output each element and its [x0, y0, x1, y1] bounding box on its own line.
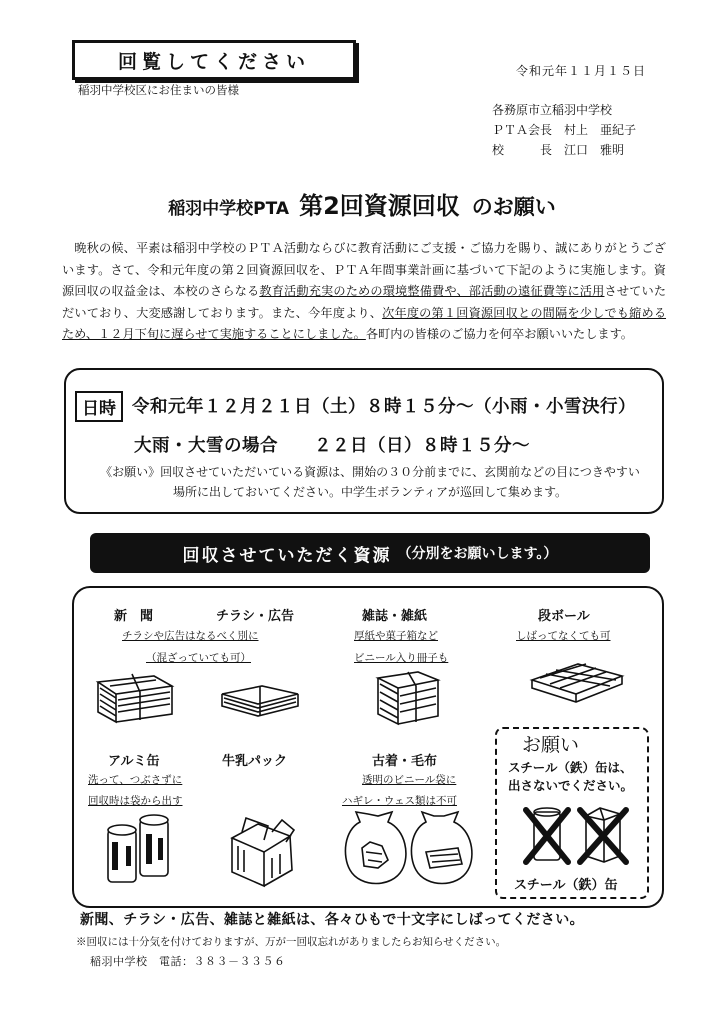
- clothes-note-2: ハギレ・ウェス類は不可: [342, 795, 457, 807]
- item-flyers-label: チラシ・広告: [216, 609, 295, 624]
- magazines-note-1: 厚紙や菓子箱など: [354, 630, 438, 642]
- magazines-bundle-icon: [372, 666, 444, 728]
- clothes-note-1: 透明のビニール袋に: [362, 774, 457, 786]
- intro-text-3: 各町内の皆様のご協力を何卒お願いいたします。: [365, 327, 633, 341]
- resources-banner: [90, 533, 650, 573]
- request-caption: スチール（鉄）缶: [514, 878, 618, 893]
- sender-school: 各務原市立稲羽中学校: [492, 103, 613, 117]
- sender-pta-chair: ＰＴＡ会長 村上 亜紀子: [492, 123, 637, 137]
- cardboard-note: しばってなくても可: [516, 630, 611, 642]
- intro-text-1: 晩秋の候、平素は稲羽中学校のＰＴＡ活動ならびに教育活動にご支援・ご協力を賜り、誠にありがとうございます。さて、令和元年度の第２回資源回収を、ＰＴＡ年間事業計画に基づいて下記のように実施します。資源回収の収益金は、本校のさらなる: [62, 241, 666, 298]
- intro-underline-1: 教育活動充実のための環境整備費や、部活動の遠征費等に活用: [259, 284, 605, 298]
- circulate-stamp: 回覧してください: [72, 40, 356, 80]
- milk-carton-icon: [224, 812, 300, 890]
- intro-paragraph: [62, 238, 666, 346]
- aluminum-note-2: 回収時は袋から出す: [88, 795, 183, 807]
- issue-date: 令和元年１１月１５日: [515, 64, 646, 78]
- schedule-note: 《お願い》回収させていただいている資源は、開始の３０分前までに、玄関前などの目につきやすい場所に出しておいてください。中学生ボランティアが巡回して集めます。: [100, 465, 640, 499]
- missed-pickup-note: ※回収には十分気を付けておりますが、万が一回収忘れがありましたらお知らせください。: [76, 936, 507, 948]
- newspaper-bundle-icon: [92, 668, 176, 726]
- flyers-note-2: （混ざっていても可）: [146, 652, 251, 664]
- magazines-note-2: ビニール入り冊子も: [354, 652, 449, 664]
- intro-underline-2: 次年度の第１回資源回収との間隔を少しでも縮めるため、１２月下旬に遅らせて実施することにしました。: [62, 305, 667, 341]
- item-aluminum-label: アルミ缶: [108, 754, 160, 769]
- item-clothes-label: 古着・毛布: [372, 754, 438, 769]
- sender-block: [492, 100, 636, 160]
- item-magazines-label: 雑誌・雑紙: [362, 609, 428, 624]
- flyers-bundle-icon: [218, 680, 302, 720]
- item-cardboard-label: 段ボール: [538, 609, 590, 624]
- page-title: [0, 186, 724, 221]
- request-line-1: スチール（鉄）缶は、: [508, 760, 633, 775]
- title-main: 第2回資源回収: [299, 192, 460, 220]
- item-newspaper-label: 新 聞: [114, 609, 154, 624]
- intro-text-2: させていただいており、大変感謝しております。また、今年度より、: [62, 284, 667, 320]
- title-suffix: のお願い: [471, 195, 556, 219]
- clothing-bags-icon: [338, 808, 480, 892]
- aluminum-note-1: 洗って、つぶさずに: [88, 774, 183, 786]
- item-milk-label: 牛乳パック: [222, 754, 288, 769]
- banner-main: 回収させていただく資源: [182, 545, 392, 566]
- aluminum-cans-icon: [104, 812, 180, 888]
- request-text: [508, 759, 633, 795]
- title-org: 稲羽中学校PTA: [168, 199, 290, 219]
- request-line-2: 出さないでください。: [508, 778, 634, 793]
- schedule-tag: 日時: [75, 391, 123, 422]
- steel-cans-crossed-icon: [520, 804, 632, 866]
- contact-line: 稲羽中学校 電話：３８３－３３５６: [90, 955, 286, 968]
- banner-sub: （分別をお願いします。）: [397, 546, 558, 562]
- schedule-primary: 令和元年１２月２１日（土）８時１５分～（小雨・小雪決行）: [132, 397, 636, 417]
- cardboard-bundle-icon: [526, 656, 626, 706]
- sender-principal: 校 長 江口 雅明: [492, 143, 625, 157]
- schedule-alternate: 大雨・大雪の場合 ２２日（日）８時１５分～: [134, 436, 530, 456]
- request-title: お願い: [522, 734, 580, 756]
- tying-instruction: 新聞、チラシ・広告、雑誌と雑紙は、各々ひもで十文字にしばってください。: [80, 912, 584, 928]
- flyers-note-1: チラシや広告はなるべく別に: [122, 630, 259, 642]
- addressee: 稲羽中学校区にお住まいの皆様: [78, 83, 239, 97]
